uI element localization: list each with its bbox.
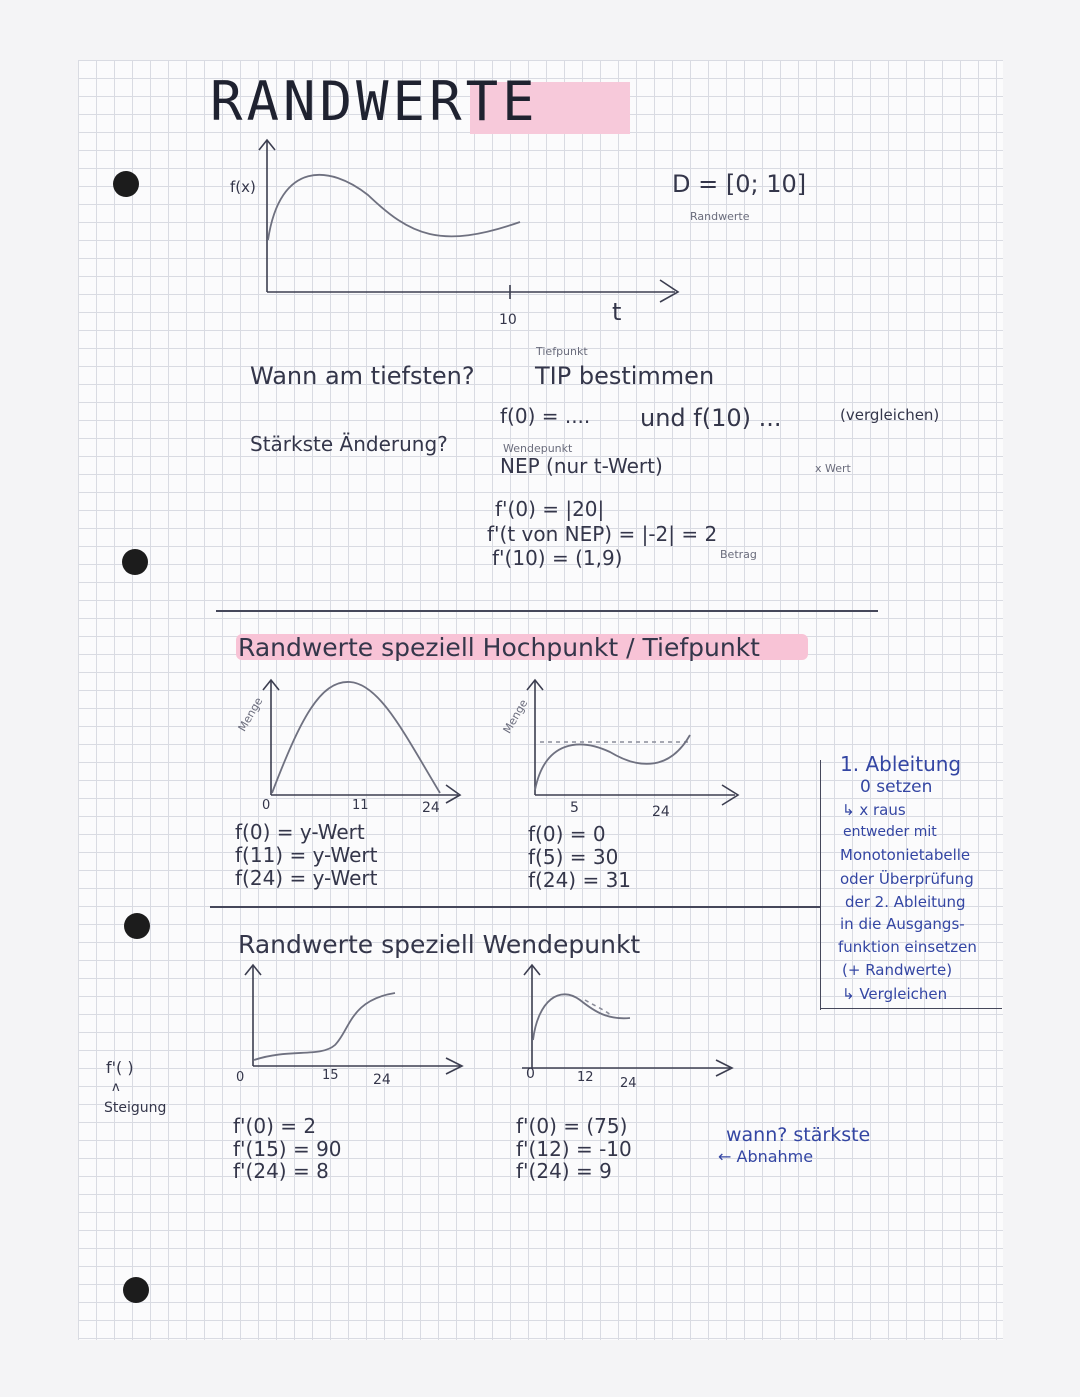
right-tick-24: 24 [652, 804, 670, 820]
vergleichen: (vergleichen) [840, 406, 940, 424]
side-fprime: f'( ) [106, 1058, 134, 1077]
top-xlabel: t [612, 298, 622, 326]
note-line-7: der 2. Ableitung [845, 893, 966, 911]
right-row-1: f(0) = 0 [528, 822, 606, 846]
section2-heading: Randwerte speziell Wendepunkt [238, 930, 641, 959]
s2-left-tick-24: 24 [373, 1072, 391, 1088]
tiefpunkt-note: Tiefpunkt [536, 345, 588, 358]
left-tick-11: 11 [352, 798, 369, 813]
s2-right-tick-24: 24 [620, 1076, 637, 1091]
s2-left-row-2: f'(15) = 90 [233, 1137, 342, 1161]
top-tick-10: 10 [499, 312, 517, 328]
section1-heading: Randwerte speziell Hochpunkt / Tiefpunkt [238, 633, 760, 662]
note-line-10: (+ Randwerte) [842, 961, 953, 979]
note-line-9: funktion einsetzen [838, 938, 977, 956]
und-f10: und f(10) ... [640, 404, 782, 432]
punch-hole [123, 1277, 149, 1303]
wendepunkt-note: Wendepunkt [503, 442, 573, 455]
right-ylabel: Menge [500, 697, 531, 736]
answer-tip: TIP bestimmen [535, 362, 715, 390]
derivative-nep: f'(t von NEP) = |-2| = 2 [487, 522, 718, 546]
note-line-2: 0 setzen [860, 777, 933, 797]
x-wert: x Wert [815, 462, 851, 475]
domain-label: D = [0; 10] [672, 170, 807, 198]
question-aenderung: Stärkste Änderung? [250, 432, 448, 456]
s2-left-tick-0: 0 [236, 1070, 245, 1085]
betrag-note: Betrag [720, 548, 757, 561]
note-line-5: Monotonietabelle [840, 846, 971, 864]
nep-line: NEP (nur t-Wert) [500, 454, 663, 478]
left-ylabel: Menge [235, 695, 266, 734]
page-title: RANDWERTE [210, 70, 539, 133]
note-line-11: ↳ Vergleichen [842, 985, 948, 1003]
top-ylabel: f(x) [230, 178, 256, 196]
s2-left-row-3: f'(24) = 8 [233, 1159, 329, 1183]
note-line-3: ↳ x raus [842, 801, 906, 819]
s2-left-tick-15: 15 [322, 1068, 339, 1083]
question-tiefsten: Wann am tiefsten? [250, 362, 475, 390]
note-line-1: 1. Ableitung [840, 752, 962, 776]
s2-right-row-1: f'(0) = (75) [516, 1114, 628, 1138]
s2-left-row-1: f'(0) = 2 [233, 1114, 317, 1138]
derivative-0: f'(0) = |20| [495, 497, 605, 521]
left-row-1: f(0) = y-Wert [235, 820, 365, 844]
note-line-4: entweder mit [843, 824, 937, 840]
left-row-2: f(11) = y-Wert [235, 843, 378, 867]
s2-right-tick-0: 0 [526, 1066, 535, 1082]
s2-right-row-2: f'(12) = -10 [516, 1137, 632, 1161]
right-tick-5: 5 [570, 800, 579, 816]
left-row-3: f(24) = y-Wert [235, 866, 378, 890]
f-values: f(0) = .... [500, 404, 591, 428]
s2-note-line-1: wann? stärkste [726, 1124, 871, 1146]
left-tick-0: 0 [262, 798, 271, 813]
derivative-10: f'(10) = (1,9) [492, 546, 623, 570]
side-arrow: ᴧ [112, 1080, 120, 1095]
note-line-6: oder Überprüfung [840, 870, 974, 888]
side-steigung: Steigung [104, 1100, 167, 1116]
right-row-2: f(5) = 30 [528, 845, 619, 869]
left-tick-24: 24 [422, 800, 440, 816]
s2-right-row-3: f'(24) = 9 [516, 1159, 612, 1183]
s2-right-tick-12: 12 [577, 1070, 594, 1085]
right-row-3: f(24) = 31 [528, 868, 632, 892]
s2-note-line-2: ← Abnahme [718, 1147, 814, 1166]
domain-note: Randwerte [690, 210, 750, 223]
note-line-8: in die Ausgangs- [840, 915, 965, 933]
